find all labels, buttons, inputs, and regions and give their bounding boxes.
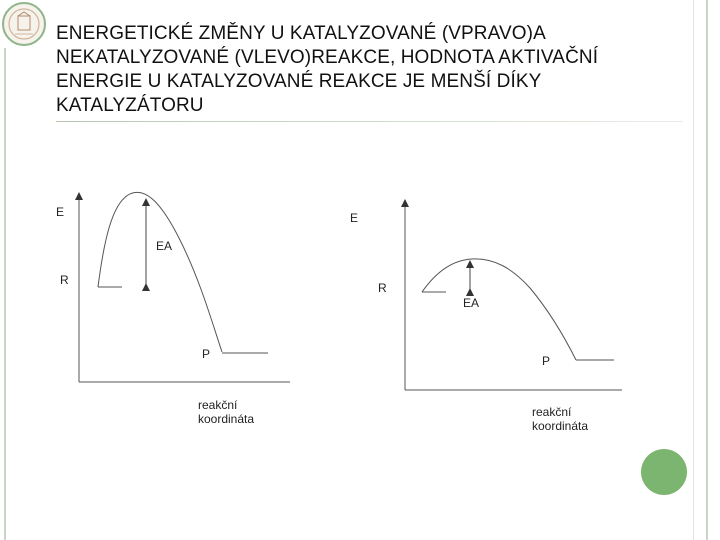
slide-title: ENERGETICKÉ ZMĚNY U KATALYZOVANÉ (VPRAVO)A NEKATALYZOVANÉ (VLEVO)REAKCE, HODNOTA AKTIVAČNÍ ENERGIE U KATALYZOVANÉ REAKCE JE MENŠÍ DÍKY KATALYZÁTORU (56, 23, 599, 116)
right-ea-label: EA (463, 296, 480, 310)
left-p-label: P (202, 347, 211, 361)
right-energy-curve (422, 259, 576, 360)
right-r-label: R (378, 281, 387, 295)
catalyzed-diagram (405, 203, 622, 390)
right-x-label-line2: koordináta (532, 419, 589, 433)
right-e-label: E (350, 211, 359, 225)
left-x-label-line1: reakční (198, 398, 238, 412)
left-energy-curve (98, 192, 222, 352)
right-p-label: P (542, 354, 551, 368)
accent-circle (641, 449, 687, 495)
uncatalyzed-diagram (79, 192, 290, 382)
left-r-label: R (60, 273, 69, 287)
left-e-label: E (56, 205, 65, 219)
right-x-label-line1: reakční (532, 405, 572, 419)
left-ea-label: EA (156, 239, 173, 253)
left-x-label-line2: koordináta (198, 412, 255, 426)
